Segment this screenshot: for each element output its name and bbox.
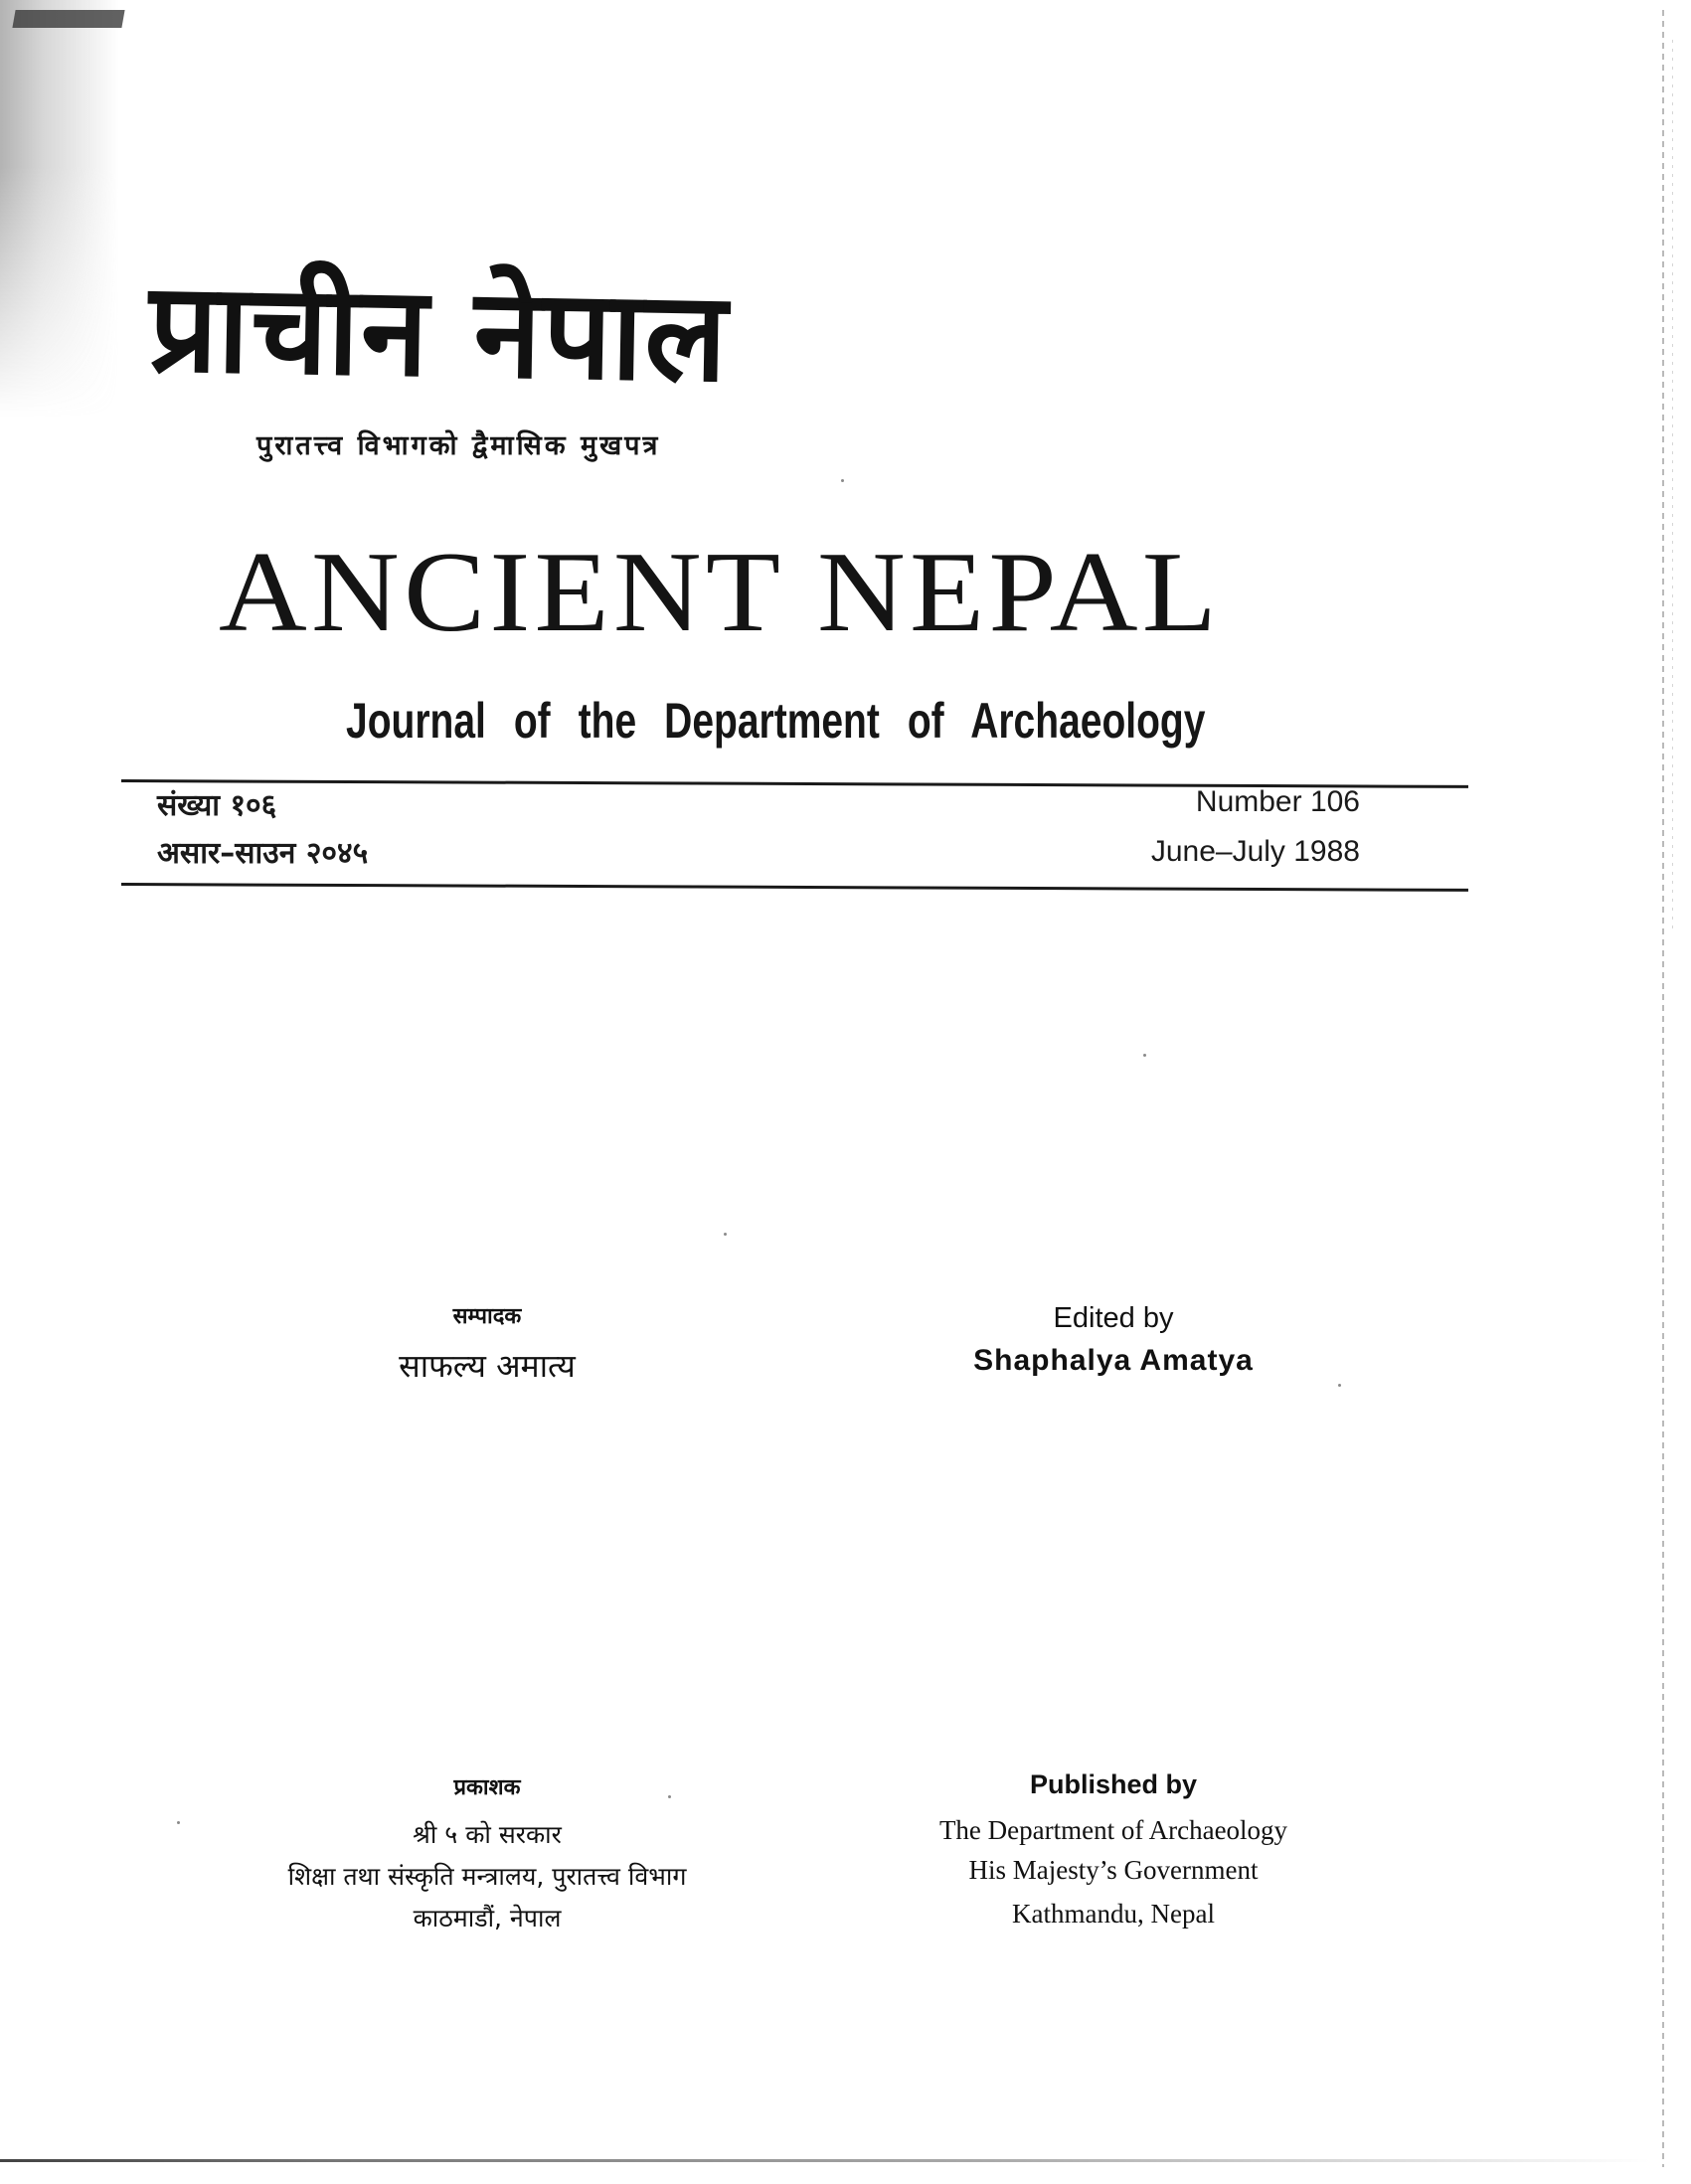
scan-corner-mark <box>12 10 124 28</box>
issue-date: June–July 1988 <box>1150 835 1360 868</box>
publisher-label: Published by <box>1029 1769 1198 1799</box>
publisher-label-devanagari: प्रकाशक <box>453 1775 521 1800</box>
editor-name: Shaphalya Amatya <box>973 1344 1254 1377</box>
scan-speck <box>1338 1384 1341 1387</box>
scan-speck <box>668 1795 671 1798</box>
publisher-line-devanagari: श्री ५ को सरकार <box>413 1820 562 1849</box>
scan-bottom-edge <box>0 2159 1650 2162</box>
publisher-line-devanagari: काठमाडौं, नेपाल <box>413 1904 562 1932</box>
scan-speck <box>1143 1054 1146 1057</box>
scan-speck <box>177 1821 180 1824</box>
editor-label-devanagari: सम्पादक <box>452 1304 522 1329</box>
journal-title: ANCIENT NEPAL <box>219 529 1222 656</box>
issue-number: Number 106 <box>1195 785 1360 818</box>
publisher-line: His Majesty’s Government <box>968 1855 1259 1885</box>
issue-number-devanagari: संख्या १०६ <box>157 788 277 823</box>
publisher-line: Kathmandu, Nepal <box>1012 1899 1215 1929</box>
publisher-line: The Department of Archaeology <box>938 1815 1288 1845</box>
masthead-title-devanagari: प्राचीन नेपाल <box>147 255 731 411</box>
publisher-line-devanagari: शिक्षा तथा संस्कृति मन्त्रालय, पुरातत्त्व विभाग <box>287 1862 687 1891</box>
editor-label: Edited by <box>1053 1302 1174 1334</box>
masthead-subtitle-devanagari: पुरातत्त्व विभागको द्वैमासिक मुखपत्र <box>256 430 661 461</box>
editor-name-devanagari: साफल्य अमात्य <box>399 1347 576 1385</box>
scan-speck <box>724 1233 727 1236</box>
issue-date-devanagari: असार–साउन २०४५ <box>157 836 369 871</box>
scan-right-edge <box>1662 10 1664 2167</box>
scan-shadow <box>0 0 119 418</box>
journal-subtitle: Journal of the Department of Archaeology <box>346 693 1206 749</box>
scan-speck <box>841 479 844 482</box>
issue-rule-bottom <box>121 883 1468 892</box>
scan-right-edge-secondary <box>1672 40 1673 934</box>
